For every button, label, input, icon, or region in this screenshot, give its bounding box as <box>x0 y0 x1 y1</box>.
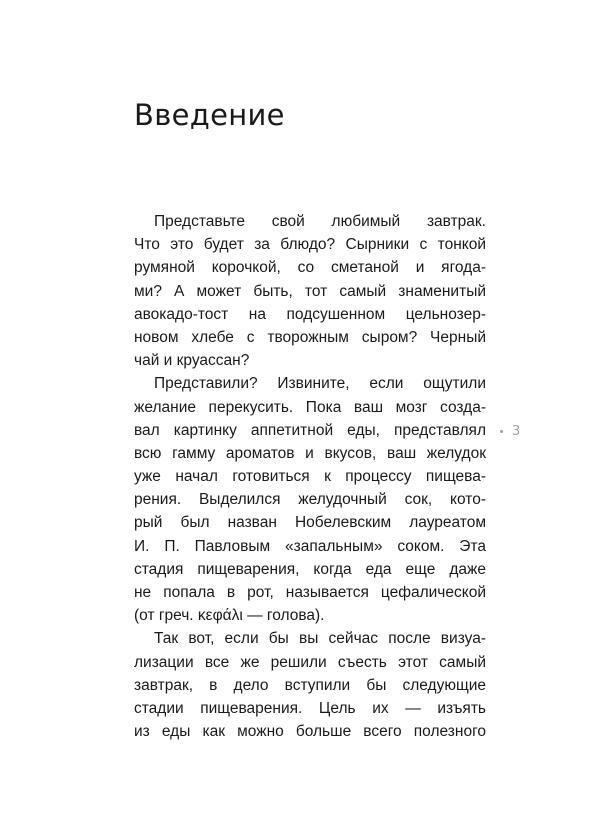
text-line: лизации все же решили съесть этот самый <box>134 653 486 671</box>
text-line: румяной корочкой, со сметаной и ягода- <box>134 259 486 277</box>
text-line: Так вот, если бы вы сейчас после визуа- <box>154 630 486 648</box>
text-line: Представьте свой любимый завтрак. <box>154 213 486 230</box>
page-number-label: 3 <box>512 424 521 439</box>
text-line: И. П. Павловым «запальным» соком. Эта <box>134 537 486 555</box>
text-line: вал картинку аппетитной еды, представлял <box>134 421 486 439</box>
text-line: чай и круассан? <box>134 352 250 370</box>
paragraph-3 <box>134 627 486 743</box>
text-line: новом хлебе с творожным сыром? Черный <box>134 328 486 346</box>
chapter-title: Введение <box>134 98 285 132</box>
text-line: не попала в рот, называется цефалической <box>134 584 486 601</box>
text-line: желание перекусить. Пока ваш мозг созда- <box>134 398 486 416</box>
text-line: Представили? Извините, если ощутили <box>154 375 486 393</box>
folio-dot-icon <box>500 430 503 433</box>
text-line: стадии пищеварения. Цель их — изъять <box>134 699 486 717</box>
paragraph-2 <box>134 372 486 627</box>
text-line: ми? А может быть, тот самый знаменитый <box>134 282 486 300</box>
text-line: всю гамму ароматов и вкусов, ваш желудок <box>134 444 486 462</box>
text-line: уже начал готовиться к процессу пищева- <box>134 468 486 486</box>
text-line: рения. Выделился желудочный сок, кото- <box>134 491 486 509</box>
text-line: завтрак, в дело вступили бы следующие <box>134 676 486 694</box>
text-line: рый был назван Нобелевским лауреатом <box>134 514 486 532</box>
page-number <box>500 424 520 439</box>
paragraph-1 <box>134 210 486 372</box>
text-line: авокадо-тост на подсушенном цельнозер- <box>134 305 486 323</box>
text-line: из еды как можно больше всего полезного <box>134 723 486 741</box>
text-line: (от греч. κεφάλι — голова). <box>134 607 325 625</box>
text-line: стадия пищеварения, когда еда еще даже <box>134 560 486 578</box>
body-text <box>134 210 486 743</box>
text-line: Что это будет за блюдо? Сырники с тонкой <box>134 236 486 254</box>
